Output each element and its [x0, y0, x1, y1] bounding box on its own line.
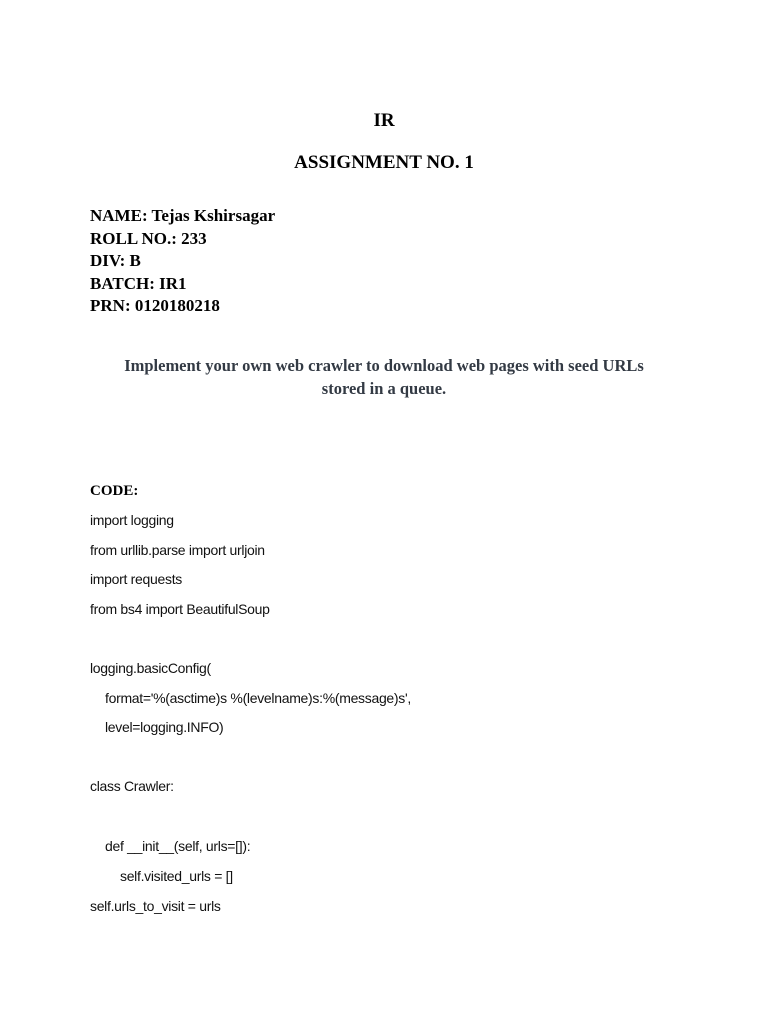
code-line: def __init__(self, urls=[]): [105, 838, 251, 854]
task-line: stored in a queue. [321, 379, 447, 398]
subject-title: IR [373, 110, 395, 131]
code-heading: CODE: [90, 483, 139, 499]
code-line: from bs4 import BeautifulSoup [90, 601, 270, 617]
batch: BATCH: IR1 [90, 273, 187, 293]
code-line: self.visited_urls = [] [120, 868, 233, 884]
roll-number: ROLL NO.: 233 [90, 228, 207, 248]
code-line: import requests [90, 571, 182, 587]
student-info [90, 205, 275, 318]
task-statement [90, 354, 678, 400]
code-line: import logging [90, 512, 174, 528]
student-name: NAME: Tejas Kshirsagar [90, 206, 276, 225]
division: DIV: B [90, 251, 141, 270]
code-line: from urllib.parse import urljoin [90, 542, 265, 558]
task-line: Implement your own web crawler to download web pages with seed URLs [124, 356, 644, 375]
prn: PRN: 0120180218 [90, 296, 220, 315]
code-line: logging.basicConfig( [90, 660, 211, 676]
code-line: class Crawler: [90, 778, 174, 794]
code-line: level=logging.INFO) [105, 719, 224, 735]
assignment-title: ASSIGNMENT NO. 1 [294, 152, 474, 173]
code-line: format='%(asctime)s %(levelname)s:%(message)s', [105, 690, 411, 706]
code-line: self.urls_to_visit = urls [90, 898, 221, 914]
